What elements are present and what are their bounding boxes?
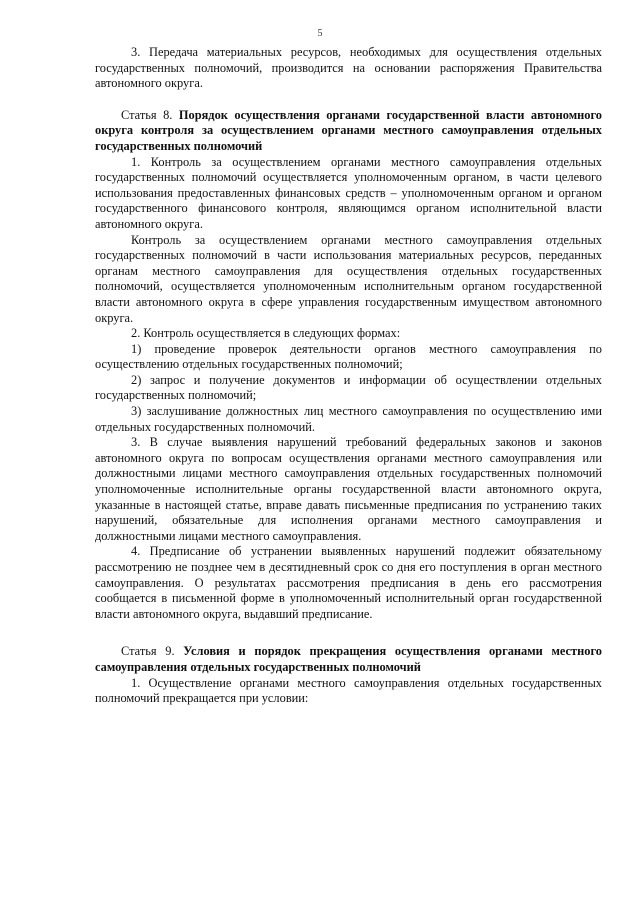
article-8-paragraph-1: 1. Контроль за осуществлением органами местного самоуправления отдельных государственных полномочий осуществляется уполномоченным органом, в части целевого использования предоставленных финансовых средств – уполномоченным органом и органом государственного финансового контроля, являющимся органом исполнительной власти автономного округа. bbox=[95, 154, 602, 231]
article-8-item-1: 1) проведение проверок деятельности органов местного самоуправления по осуществлению отдельных государственных полномочий; bbox=[95, 341, 602, 372]
article-8-prefix: Статья 8. bbox=[121, 107, 179, 122]
article-9-heading bbox=[95, 644, 602, 675]
article-8-paragraph-3: 3. В случае выявления нарушений требований федеральных законов и законов автономного округа по вопросам осуществления органами местного самоуправления или должностными лицами местного самоуправления отдельных государственных полномочий уполномоченные исполнительные органы государственной власти автономного округа, указанные в настоящей статье, вправе давать письменные предписания по устранению таких нарушений, обязательные для исполнения органами местного самоуправления и должностными лицами местного самоуправления. bbox=[95, 435, 602, 543]
article-8-heading bbox=[95, 108, 602, 155]
page-number: 5 bbox=[317, 28, 323, 39]
paragraph-3-transfer: 3. Передача материальных ресурсов, необходимых для осуществления отдельных государственных полномочий, производится на основании распоряжения Правительства автономного округа. bbox=[95, 45, 602, 91]
article-8-title: Порядок осуществления органами государственной власти автономного округа контроля за осуществлением органами местного самоуправления отдельных государственных полномочий bbox=[95, 107, 602, 153]
article-8-item-3: 3) заслушивание должностных лиц местного самоуправления по осуществлению ими отдельных государственных полномочий. bbox=[95, 404, 602, 434]
document-body bbox=[95, 45, 602, 707]
article-9-title: Условия и порядок прекращения осуществления органами местного самоуправления отдельных государственных полномочий bbox=[95, 644, 602, 674]
article-8-item-2: 2) запрос и получение документов и информации об осуществлении отдельных государственных полномочий; bbox=[95, 372, 602, 403]
article-8-paragraph-1-control: Контроль за осуществлением органами местного самоуправления отдельных государственных полномочий в части использования материальных ресурсов, переданных органам местного самоуправления для осуществления отдельных государственных полномочий, осуществляется уполномоченным исполнительным органом государственной власти автономного округа в сфере управления государственным имуществом автономного округа. bbox=[95, 232, 602, 325]
article-9-prefix: Статья 9. bbox=[121, 644, 184, 659]
article-9-paragraph-1: 1. Осуществление органами местного самоуправления отдельных государственных полномочий прекращается при условии: bbox=[95, 675, 602, 706]
article-8-paragraph-2: 2. Контроль осуществляется в следующих формах: bbox=[131, 326, 401, 341]
article-8-paragraph-4: 4. Предписание об устранении выявленных нарушений подлежит обязательному рассмотрению не позднее чем в десятидневный срок со дня его поступления в орган местного самоуправления. О результатах рассмотрения предписания в день его рассмотрения сообщается в письменной форме в уполномоченный исполнительный орган государственной власти автономного округа, выдавший предписание. bbox=[95, 544, 602, 621]
